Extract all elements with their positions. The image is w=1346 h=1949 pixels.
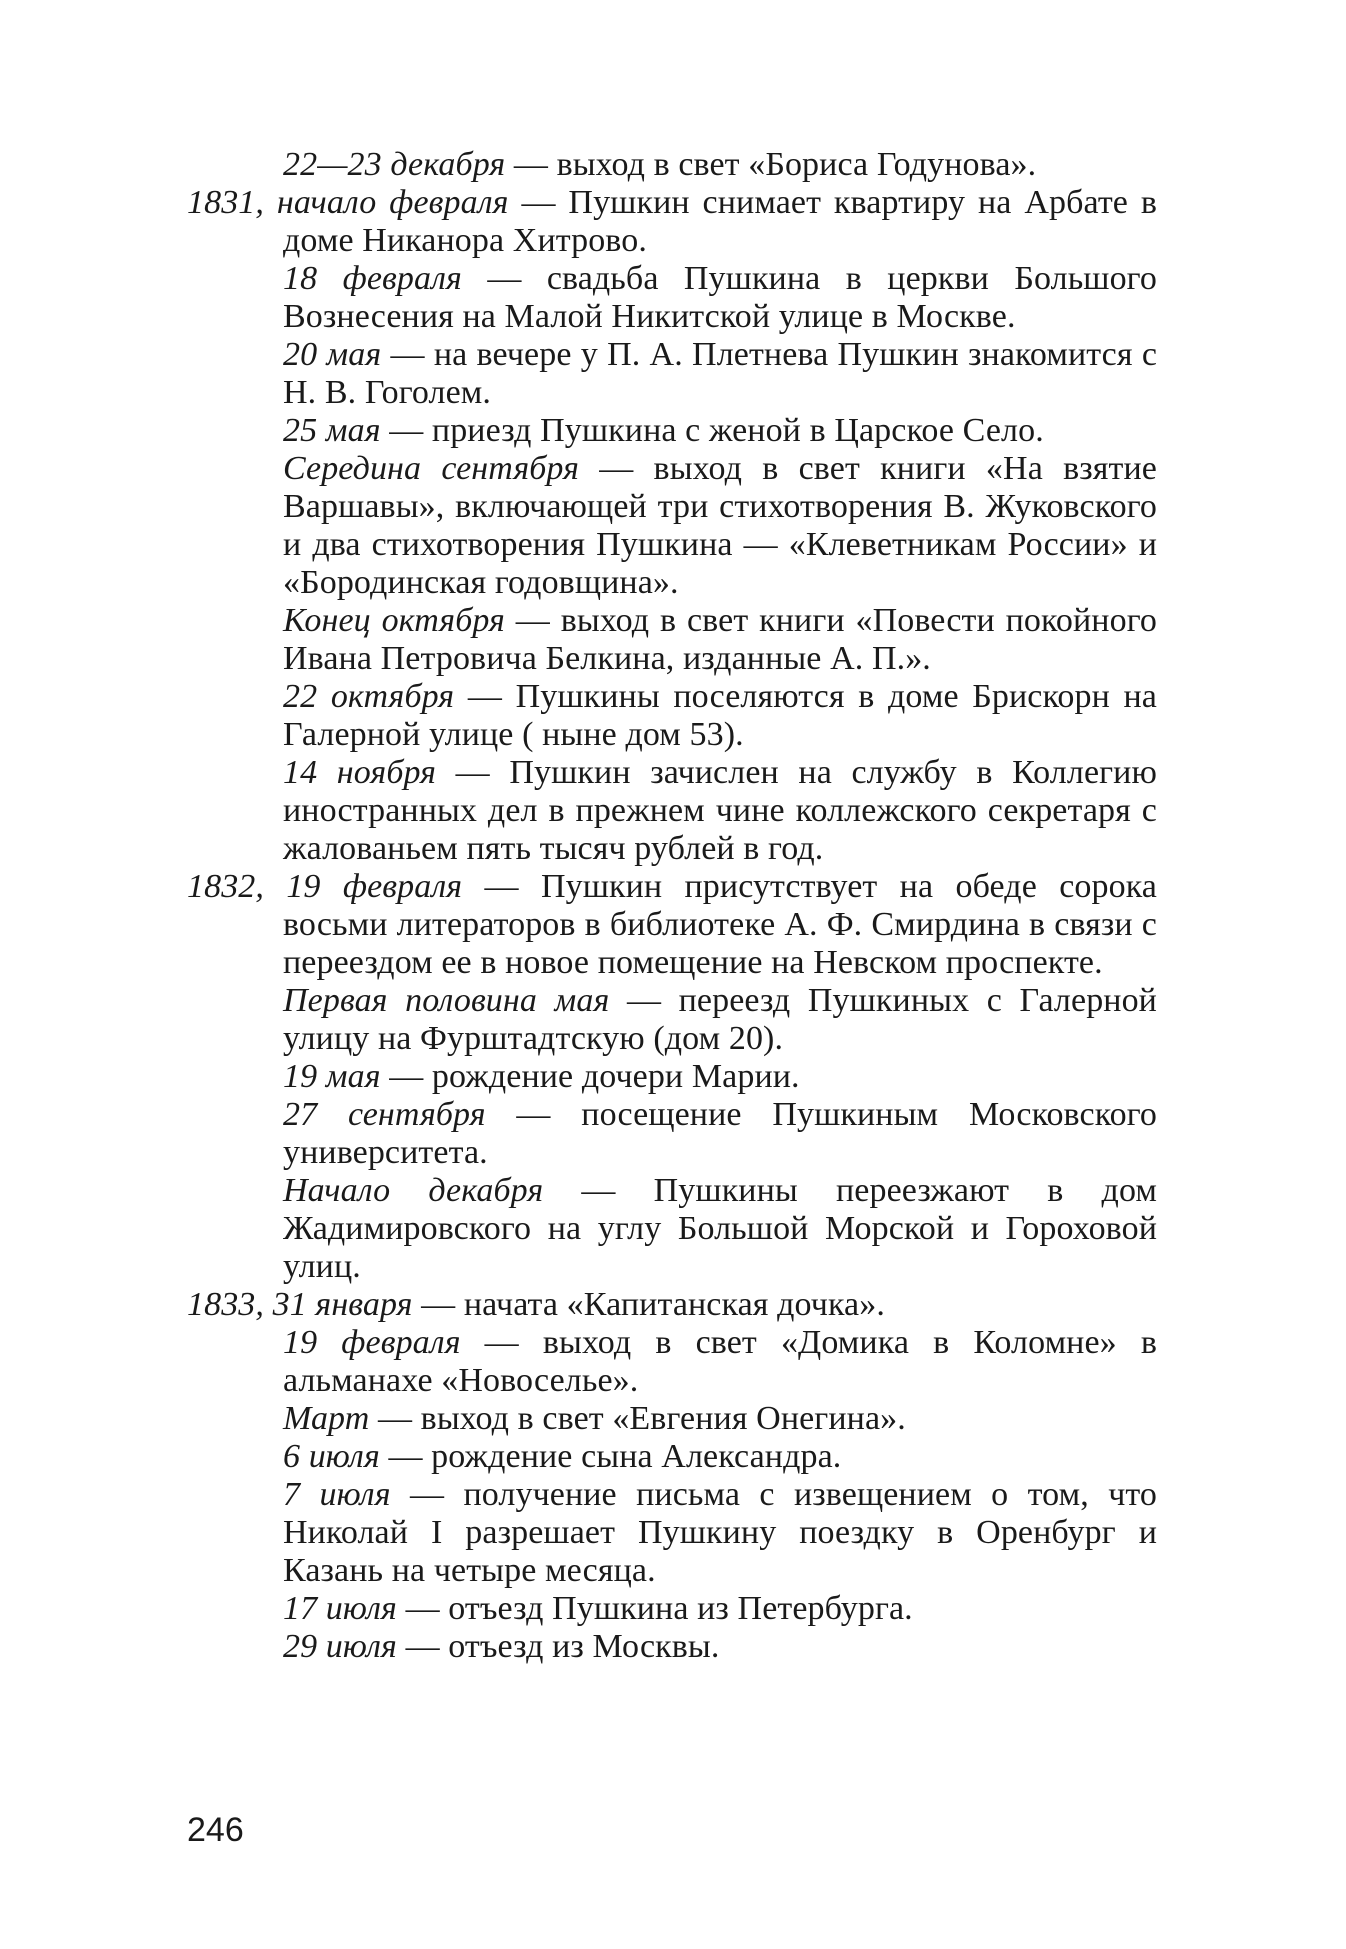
entry-date: Первая половина мая [283,982,610,1019]
entry-date: Середина сентября [283,450,579,487]
entry-date: 7 июля [283,1476,391,1513]
chronology-entry [187,868,1157,982]
chronology-entry [187,1400,1157,1438]
entry-text: — на вечере у П. А. Плетнева Пушкин знакомится с Н. В. Гоголем. [283,336,1158,411]
entry-text: — выход в свет «Евгения Онегина». [369,1400,906,1437]
entry-year: 1832, [187,868,287,905]
chronology-entry [187,450,1157,602]
entry-text: — посещение Пушкиным Московского университета. [283,1096,1157,1171]
entry-text: — получение письма с извещением о том, что Николай I разрешает Пушкину поездку в Оренбург и Казань на четыре месяца. [283,1476,1158,1589]
entry-text: — Пушкины переезжают в дом Жадимировского на углу Большой Морской и Гороховой улиц. [283,1172,1158,1285]
entry-text: — выход в свет книги «На взятие Варшавы», включающей три стихотворения В. Жуковского и два стихотворения Пушкина — «Клеветникам России» и «Бородинская годовщина». [283,450,1157,601]
entry-text: — Пушкин снимает квартиру на Арбате в доме Никанора Хитрово. [283,184,1157,259]
entry-text: — Пушкин присутствует на обеде сорока восьми литераторов в библиотеке А. Ф. Смирдина в связи с переездом ее в новое помещение на Невском проспекте. [283,868,1157,981]
entry-text: — рождение дочери Марии. [380,1058,800,1095]
entry-text: — приезд Пушкина с женой в Царское Село. [380,412,1044,449]
chronology-entry [187,1590,1157,1628]
entry-date: 14 ноября [283,754,437,791]
entry-text: — Пушкины поселяются в доме Брискорн на Галерной улице ( ныне дом 53). [283,678,1157,753]
chronology-entry [187,1438,1157,1476]
chronology-entry [187,1476,1157,1590]
entry-date: 31 января [272,1286,413,1323]
entry-date: 18 февраля [283,260,462,297]
chronology-entry [187,602,1157,678]
entry-date: 22 октября [283,678,455,715]
entry-text: — выход в свет «Домика в Коломне» в альманахе «Новоселье». [283,1324,1157,1399]
entry-text: — выход в свет «Бориса Годунова». [505,146,1037,183]
page-number: 246 [187,1811,244,1849]
entry-date: 6 июля [283,1438,380,1475]
entry-date: 17 июля [283,1590,397,1627]
entry-date: Конец октября [283,602,505,639]
entry-text: — Пушкин зачислен на службу в Коллегию иностранных дел в прежнем чине коллежского секретаря с жалованьем пять тысяч рублей в год. [283,754,1157,867]
entry-text: — переезд Пушкиных с Галерной улицу на Фурштадтскую (дом 20). [283,982,1157,1057]
entry-date: 20 мая [283,336,382,373]
chronology-entry [187,982,1157,1058]
chronology-entry [187,1286,1157,1324]
chronology-entry [187,754,1157,868]
entry-date: 19 февраля [283,1324,461,1361]
chronology-entry [187,412,1157,450]
entry-date: Март [283,1400,370,1437]
entry-text: — отъезд Пушкина из Петербурга. [396,1590,913,1627]
entry-date: 19 мая [283,1058,381,1095]
entry-date: 25 мая [283,412,381,449]
chronology-entry [187,1324,1157,1400]
entry-text: — начата «Капитанская дочка». [412,1286,885,1323]
chronology-entry [187,1096,1157,1172]
chronology-entry [187,146,1157,184]
entry-year: 1833, [187,1286,273,1323]
chronology-entry [187,260,1157,336]
chronology-entry [187,1172,1157,1286]
entry-date: 19 февраля [286,868,463,905]
entry-date: начало февраля [276,184,509,221]
entry-text: — свадьба Пушкина в церкви Большого Вознесения на Малой Никитской улице в Москве. [283,260,1157,335]
chronology-entry [187,184,1157,260]
entry-text: — выход в свет книги «Повести покойного Ивана Петровича Белкина, изданные А. П.». [283,602,1157,677]
entry-date: 27 сентября [283,1096,486,1133]
chronology-entry [187,1628,1157,1666]
entry-text: — отъезд из Москвы. [396,1628,720,1665]
entry-date: 29 июля [283,1628,397,1665]
chronology-entry [187,678,1157,754]
chronology-entry [187,1058,1157,1096]
chronology-entry [187,336,1157,412]
chronology-list [187,146,1157,1666]
entry-date: 22—23 декабря [283,146,506,183]
entry-text: — рождение сына Александра. [379,1438,842,1475]
entry-date: Начало декабря [283,1172,544,1209]
entry-year: 1831, [187,184,277,221]
